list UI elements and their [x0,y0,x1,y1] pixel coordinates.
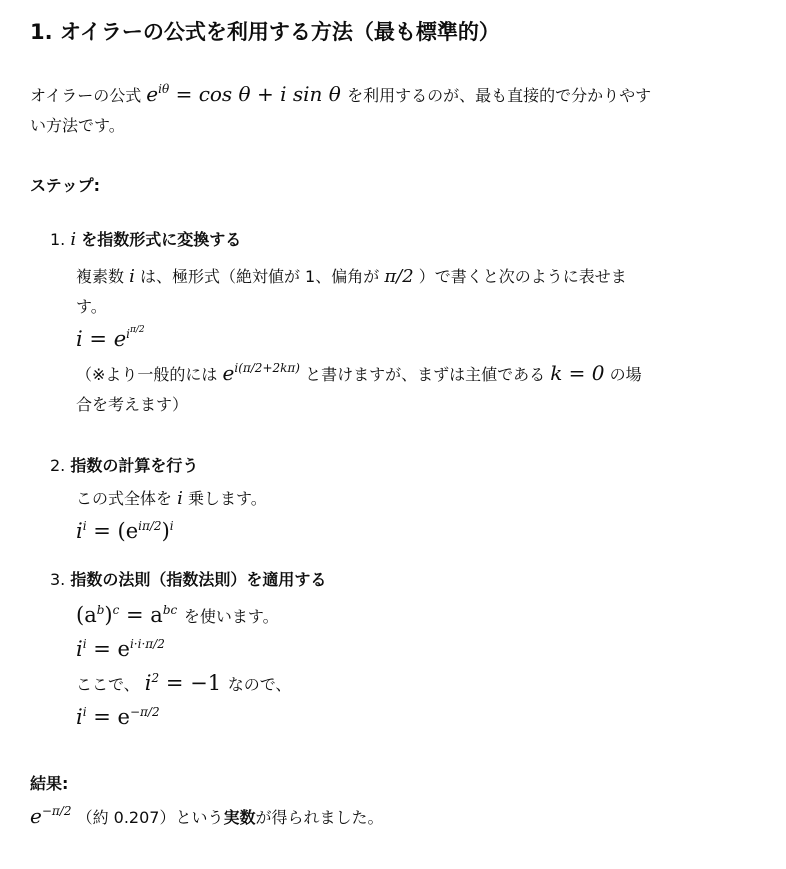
math-var: i [129,266,135,287]
math-exp: i [82,518,87,533]
math-expr: π/2 [384,266,414,287]
result-line [30,802,384,832]
math-var: i [76,637,83,661]
step-3-body [76,598,291,734]
step-1-note-2: 合を考えます） [76,395,189,414]
step-1-label: を指数形式に変換する [81,230,242,249]
text: 複素数 [76,267,125,286]
text: （※より一般的には [76,365,218,384]
step-number: 1. [50,230,66,249]
euler-formula [146,82,347,106]
math-exp: −π/2 [129,704,160,719]
page-title: 1. オイラーの公式を利用する方法（最も標準的） [30,20,500,44]
math-var: i [144,671,152,695]
step-2-body [76,484,267,548]
step-3-here [76,666,291,700]
text: （約 0.207）という [76,808,224,827]
math-expr: k = 0 [550,361,605,385]
math-exp: 2 [151,670,160,685]
step-1-equation [76,322,642,356]
step-3-equation-2 [76,700,291,734]
step-1-heading [50,226,241,254]
step-2-heading [50,452,198,480]
math-paren: ) [161,519,170,543]
step-3-heading [50,566,326,594]
text: この式全体を [76,489,173,508]
math-base: (a [76,603,97,627]
math-rhs: = e [93,705,130,729]
math-var: i [76,705,83,729]
math-exp: iπ/2 [138,518,162,533]
formula-base: e [146,82,159,106]
math-exp: i(π/2+2kπ) [234,360,300,375]
step-2-label: 指数の計算を行う [70,456,199,475]
math-base: e [222,361,235,385]
intro-tail: を利用するのが、最も直接的で分かりやす [347,86,652,105]
math-var: i [76,327,83,351]
math-equals: = [89,327,108,351]
math-var: i [76,519,83,543]
step-1-line-2: す。 [76,297,107,316]
intro-line-2: い方法です。 [30,116,125,135]
math-rhs: = e [93,637,130,661]
formula-equals: = [175,82,193,106]
text: を使います。 [183,607,279,626]
text: が得られました。 [255,808,384,827]
step-2-line-1 [76,484,267,514]
steps-heading: ステップ: [30,176,101,195]
text: 乗します。 [187,489,267,508]
math-exp: c [112,602,120,617]
math-base: e [113,327,127,351]
math-exp: i [82,704,87,719]
emphasis: 実数 [223,808,256,827]
formula-rhs: cos θ + i sin θ [198,82,341,106]
math-frac: π/2 [129,325,145,336]
step-number: 2. [50,456,66,475]
intro-line-1 [30,78,651,110]
math-base: e [30,804,42,828]
intro-paragraph [30,78,651,142]
step-1-line-1 [76,262,642,292]
step-2-equation [76,514,267,548]
text: ここで、 [76,675,140,694]
text: は、極形式（絶対値が 1、偏角が [139,267,380,286]
text: なので、 [227,675,292,694]
result-heading: 結果: [30,774,69,793]
math-var: i [177,488,183,509]
text: と書けますが、まずは主値である [305,365,546,384]
math-exp: i [126,326,130,341]
intro-lead: オイラーの公式 [30,86,142,105]
step-1-note-1 [76,356,642,390]
math-exp: i [82,636,87,651]
step-number: 3. [50,570,66,589]
math-exp: i·i·π/2 [129,636,165,651]
text: ）で書くと次のように表せま [418,267,627,286]
math-rhs: = (e [93,519,139,543]
math-exp: −π/2 [41,803,72,818]
math-paren: ) [104,603,113,627]
text: の場 [609,365,642,384]
step-1-var: i [70,229,77,250]
math-exp: b [96,602,105,617]
step-3-equation-1 [76,632,291,666]
step-1-body [76,262,642,420]
math-exp: i [169,518,174,533]
step-3-label: 指数の法則（指数法則）を適用する [70,570,327,589]
formula-exponent: iθ [158,81,170,96]
math-exp: bc [162,602,178,617]
math-rhs: = −1 [165,671,222,695]
math-rhs: = a [126,603,163,627]
step-3-rule [76,598,291,632]
